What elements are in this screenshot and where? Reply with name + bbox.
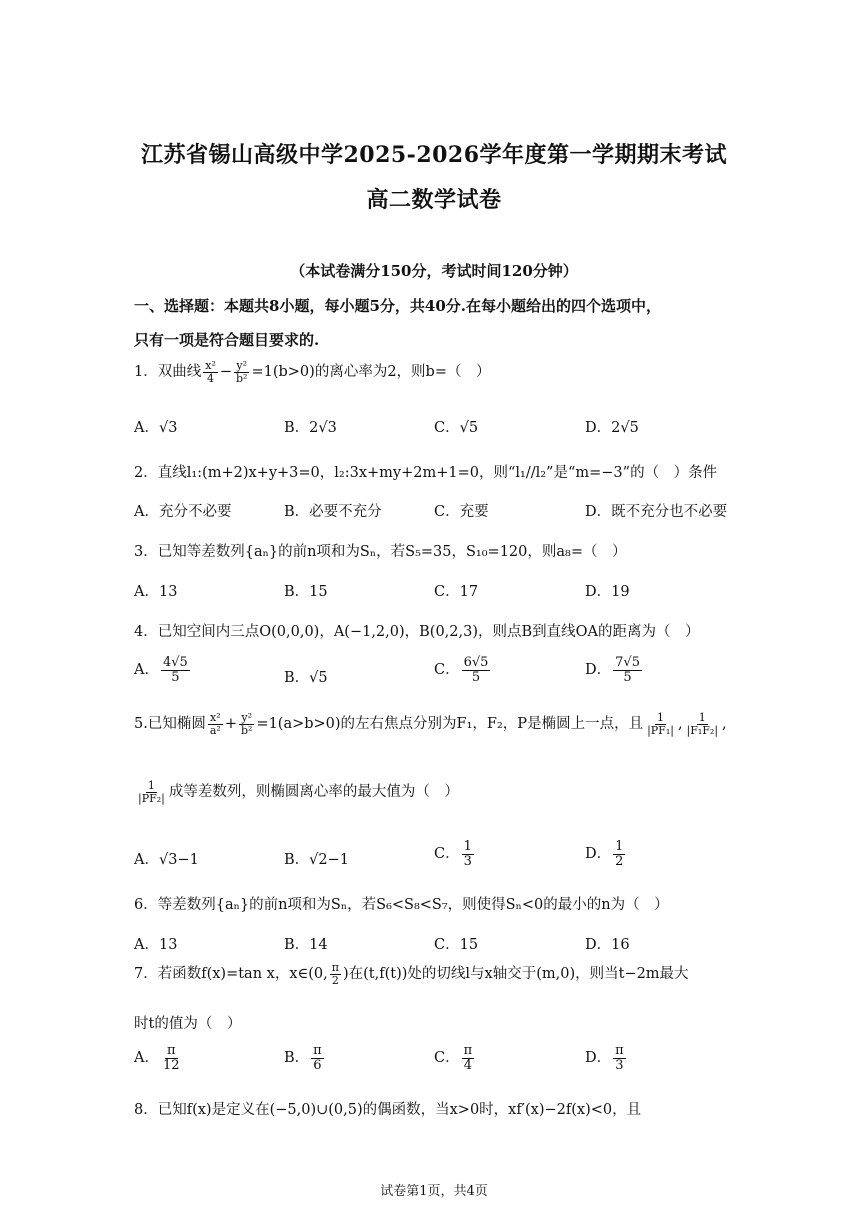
q7-b-frac bbox=[311, 1044, 324, 1072]
q7-b-den: 6 bbox=[313, 1057, 322, 1073]
q1-4: 4 bbox=[207, 371, 215, 385]
q7-c-frac bbox=[462, 1044, 475, 1072]
q5-d-den: 2 bbox=[615, 853, 624, 869]
q4-d-num: 7√5 bbox=[615, 655, 640, 670]
q3-option-d: D．19 bbox=[585, 584, 630, 600]
q7-c-num: π bbox=[463, 1043, 473, 1058]
q7-d-den: 3 bbox=[615, 1057, 624, 1073]
q7-d-num: π bbox=[615, 1043, 624, 1058]
q5-pf1: |PF₁| bbox=[647, 723, 674, 737]
section-heading: 一、选择题：本题共8小题，每小题5分，共40分.在每小题给出的四个选项中， bbox=[134, 297, 661, 315]
question-5-line2 bbox=[134, 780, 459, 804]
question-3: 3．已知等差数列{aₙ}的前n项和为Sₙ，若S₅=35，S₁₀=120，则a₈=（ ） bbox=[134, 544, 627, 560]
q4-option-a bbox=[134, 656, 192, 684]
q5-c-label: C． bbox=[434, 846, 460, 863]
q5-prefix: 5.已知椭圆 bbox=[134, 716, 206, 733]
q4-option-b: B．√5 bbox=[284, 670, 328, 686]
q5-c-den: 3 bbox=[463, 853, 472, 869]
q1-frac-y bbox=[234, 360, 249, 384]
q5-one-b: 1 bbox=[698, 711, 706, 724]
q5-d-frac bbox=[613, 840, 625, 868]
q1-option-a: A．√3 bbox=[134, 420, 178, 436]
q7-option-d bbox=[585, 1044, 628, 1072]
q1-prefix: 1．双曲线 bbox=[134, 364, 202, 381]
question-1: 1．双曲线 $\frac{\text{x²}}{4}$ − $\frac{\text{y²}}{\text{b²}}$ =1(b>0)的离心率为2，则b=（ ） bbox=[134, 359, 491, 385]
q7-a-num: π bbox=[166, 1043, 176, 1058]
q1-option-c: C．√5 bbox=[434, 420, 479, 436]
q6-option-d: D．16 bbox=[585, 937, 630, 953]
q6-option-c: C．15 bbox=[434, 937, 479, 953]
q4-a-label: A． bbox=[134, 662, 159, 679]
exam-subtitle: 高二数学试卷 bbox=[366, 187, 502, 213]
q5-c-frac bbox=[462, 840, 474, 868]
q3-option-c: C．17 bbox=[434, 584, 479, 600]
q5-mid: =1(a>b>0)的左右焦点分别为F₁，F₂，P是椭圆上一点，且 bbox=[256, 716, 644, 733]
q5-frac-y bbox=[239, 712, 254, 736]
q1-option-b: B．2√3 bbox=[284, 420, 337, 436]
q7-pi: π bbox=[331, 961, 339, 974]
q5-line2-rest: 成等差数列，则椭圆离心率的最大值为（ ） bbox=[168, 784, 459, 801]
q4-c-den: 5 bbox=[471, 669, 481, 685]
question-7-line2: 时t的值为（ ） bbox=[134, 1016, 242, 1032]
q7-a-den: 12 bbox=[162, 1057, 180, 1073]
q7-rest: )在(t,f(t))处的切线l与x轴交于(m,0)，则当t−2m最大 bbox=[342, 966, 689, 983]
q7-c-label: C． bbox=[434, 1050, 460, 1067]
q3-option-b: B．15 bbox=[284, 584, 328, 600]
q7-two: 2 bbox=[331, 973, 339, 987]
exam-note: （本试卷满分150分，考试时间120分钟） bbox=[290, 262, 578, 280]
q5-a2: a² bbox=[209, 723, 221, 737]
q7-option-c bbox=[434, 1044, 476, 1072]
q5-c-num: 1 bbox=[463, 839, 472, 854]
section-heading-line2: 只有一项是符合题目要求的. bbox=[134, 331, 320, 349]
q5-one-a: 1 bbox=[657, 711, 664, 724]
question-4: 4．已知空间内三点O(0,0,0)，A(−1,2,0)，B(0,2,3)，则点B到直线OA的距离为（ ） bbox=[134, 624, 700, 640]
q6-option-b: B．14 bbox=[284, 937, 328, 953]
q4-c-num: 6√5 bbox=[463, 655, 489, 670]
q7-prefix: 7．若函数f(x)=tan x，x∈(0, bbox=[134, 966, 328, 983]
q4-d-frac bbox=[613, 656, 642, 684]
question-8: 8．已知f(x)是定义在(−5,0)∪(0,5)的偶函数，当x>0时，xf′(x)−2f(x)<0，且 bbox=[134, 1102, 642, 1118]
q4-option-c bbox=[434, 656, 492, 684]
q4-a-frac bbox=[161, 656, 190, 684]
q3-option-a: A．13 bbox=[134, 584, 178, 600]
q7-frac-pi2 bbox=[330, 962, 341, 986]
q4-a-den: 5 bbox=[171, 669, 180, 685]
q1-x2: x² bbox=[205, 359, 216, 372]
q5-frac-pf2 bbox=[136, 780, 167, 804]
question-6: 6．等差数列{aₙ}的前n项和为Sₙ，若S₆<S₈<S₇，则使得Sₙ<0的最小的n为（ ） bbox=[134, 897, 669, 913]
q6-option-a: A．13 bbox=[134, 937, 178, 953]
question-5: 5.已知椭圆 $\frac{\text{x²}}{\text{a²}}$ + $\frac{\text{y²}}{\text{b²}}$ =1(a>b>0)的左右焦点分别为F₁，F₂，P是椭圆上一点，且 $\frac{1}{\text{|PF₁|}}$ , $\frac{1}{\text{|F₁F₂|}}$ , bbox=[134, 711, 727, 737]
q5-x2: x² bbox=[210, 711, 221, 724]
q1-rest: =1(b>0)的离心率为2，则b=（ ） bbox=[251, 364, 491, 381]
exam-title: 江苏省锡山高级中学2025-2026学年度第一学期期末考试 bbox=[140, 142, 728, 168]
q2-option-c: C．充要 bbox=[434, 504, 489, 520]
q2-option-b: B．必要不充分 bbox=[284, 504, 382, 520]
q7-b-label: B． bbox=[284, 1050, 310, 1067]
q4-a-num: 4√5 bbox=[162, 655, 188, 670]
q5-f1f2: |F₁F₂| bbox=[686, 723, 719, 737]
page-footer: 试卷第1页，共4页 bbox=[380, 1184, 488, 1199]
q4-option-d bbox=[585, 656, 644, 684]
q1-y2: y² bbox=[236, 359, 248, 372]
q4-c-frac bbox=[462, 656, 491, 684]
q1-option-d: D．2√5 bbox=[585, 420, 639, 436]
q7-a-frac bbox=[161, 1044, 182, 1072]
q4-d-den: 5 bbox=[623, 669, 632, 685]
q5-y2: y² bbox=[241, 711, 252, 724]
q5-option-b: B．√2−1 bbox=[284, 852, 349, 868]
q7-c-den: 4 bbox=[463, 1057, 473, 1073]
q7-b-num: π bbox=[313, 1043, 322, 1058]
q1-frac-x bbox=[203, 360, 218, 384]
q7-option-a bbox=[134, 1044, 184, 1072]
q7-a-label: A． bbox=[134, 1050, 159, 1067]
q4-d-label: D． bbox=[585, 662, 612, 679]
q5-d-num: 1 bbox=[615, 839, 624, 854]
q7-d-label: D． bbox=[585, 1050, 612, 1067]
q5-frac-pf1 bbox=[645, 712, 676, 736]
q5-option-a: A．√3−1 bbox=[134, 852, 199, 868]
question-7 bbox=[134, 962, 689, 986]
question-2: 2．直线l₁:(m+2)x+y+3=0，l₂:3x+my+2m+1=0，则“l₁//l₂”是“m=−3”的（ ）条件 bbox=[134, 465, 718, 481]
q5-option-d bbox=[585, 840, 627, 868]
q5-d-label: D． bbox=[585, 846, 612, 863]
q4-c-label: C． bbox=[434, 662, 460, 679]
q5-frac-f1f2 bbox=[685, 712, 721, 736]
q5-pf2: |PF₂| bbox=[138, 791, 165, 805]
q5-b2: b² bbox=[240, 723, 253, 737]
q7-option-b bbox=[284, 1044, 326, 1072]
q5-frac-x bbox=[208, 712, 223, 736]
q2-option-d: D．既不充分也不必要 bbox=[585, 504, 728, 520]
q2-option-a: A．充分不必要 bbox=[134, 504, 232, 520]
q1-b2: b² bbox=[236, 371, 248, 385]
q7-d-frac bbox=[613, 1044, 626, 1072]
q5-one-c: 1 bbox=[147, 779, 155, 792]
q5-option-c bbox=[434, 840, 476, 868]
